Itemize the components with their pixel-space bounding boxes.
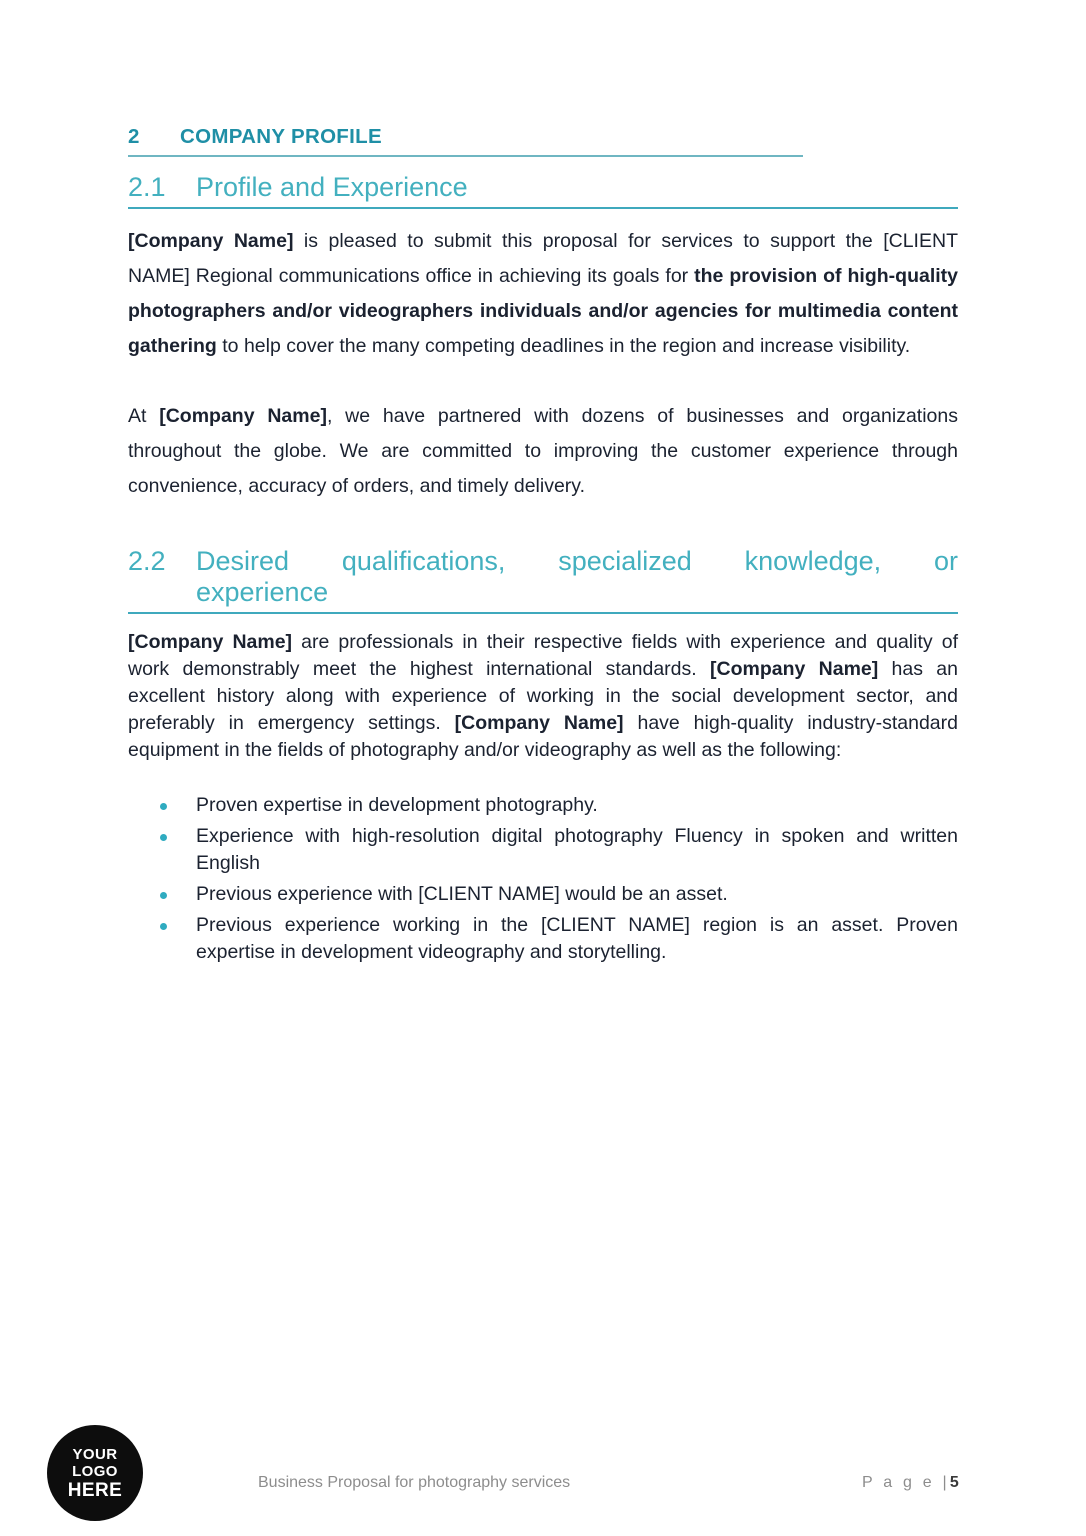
qualifications-list (128, 792, 958, 966)
section-heading-title: COMPANY PROFILE (180, 125, 382, 148)
subsection-heading-block-2-1 (128, 172, 958, 209)
list-item (128, 912, 958, 966)
list-item-text: Proven expertise in development photography. (196, 794, 598, 817)
paragraph-1-bold-mid: the provision of high-quality photographers and/or videographers individuals and/or agencies for multimedia content gathering (128, 264, 959, 357)
subsection-title-2-1: Profile and Experience (196, 171, 468, 202)
paragraph-2-bold: [Company Name] (159, 404, 327, 427)
subsection-heading-block-2-2 (128, 546, 958, 615)
logo-line-3: HERE (67, 1479, 123, 1501)
list-item (128, 792, 958, 819)
paragraph-3-bold-1: [Company Name] (128, 631, 293, 654)
section-heading-block (128, 126, 803, 157)
bullet-dot-icon (160, 803, 167, 810)
paragraph-3-text-c: have high-quality industry-standard equipment in the fields of photography and/or videography as well as the following: (128, 712, 958, 762)
subsection-number-2-1: 2.1 (128, 171, 166, 202)
paragraph-1 (128, 224, 958, 364)
subsection-title-2-2 (196, 546, 958, 609)
bullet-dot-icon (160, 834, 167, 841)
paragraph-3-text-a: are professionals in their respective fields with experience and quality of work demonstrably meet the highest international standards. (128, 631, 958, 681)
bullet-dot-icon (160, 923, 167, 930)
list-item (128, 881, 958, 908)
list-item (128, 823, 958, 877)
footer-page-number: 5 (949, 1474, 959, 1491)
paragraph-2 (128, 399, 958, 504)
section-heading-number: 2 (128, 125, 140, 148)
footer-page-indicator (862, 1470, 959, 1496)
logo-line-2: LOGO (72, 1462, 118, 1480)
subsection-title-2-2-line1: Desired qualifications, specialized knowledge, or (196, 545, 958, 576)
paragraph-1-text-a: is pleased to submit this proposal for services to support the [CLIENT NAME] Regional communications office in achieving its goals for (128, 229, 958, 287)
paragraph-3-text-b: has an excellent history along with experience of working in the social development sector, and preferably in emergency settings. (128, 658, 958, 735)
paragraph-1-text-b: to help cover the many competing deadlines in the region and increase visibility. (216, 334, 911, 357)
list-item-text: Previous experience with [CLIENT NAME] would be an asset. (196, 883, 728, 906)
paragraph-2-text-a: At (128, 404, 160, 427)
paragraph-2-text-b: , we have partnered with dozens of businesses and organizations throughout the globe. We are committed to improving the customer experience through convenience, accuracy of orders, and timely delivery. (128, 404, 958, 497)
document-content (128, 126, 958, 970)
subsection-number-2-2: 2.2 (128, 545, 166, 576)
footer-title: Business Proposal for photography services (258, 1474, 571, 1491)
subsection-heading-2-1 (128, 172, 958, 203)
paragraph-3-bold-2: [Company Name] (710, 658, 879, 681)
paragraph-3 (128, 629, 958, 764)
section-heading (128, 126, 803, 148)
list-item-text: Experience with high-resolution digital photography Fluency in spoken and written English (196, 825, 958, 875)
bullet-dot-icon (160, 892, 167, 899)
paragraph-1-bold-lead: [Company Name] (128, 229, 294, 252)
logo-line-1: YOUR (72, 1445, 118, 1463)
footer-page-label: P a g e | (862, 1474, 950, 1491)
subsection-title-2-2-line2: experience (196, 577, 329, 608)
list-item-text: Previous experience working in the [CLIENT NAME] region is an asset. Proven expertise in development videography and storytelling. (196, 914, 958, 964)
paragraph-3-bold-3: [Company Name] (454, 712, 624, 735)
page-footer (0, 1470, 1086, 1510)
subsection-heading-2-2 (128, 546, 958, 609)
